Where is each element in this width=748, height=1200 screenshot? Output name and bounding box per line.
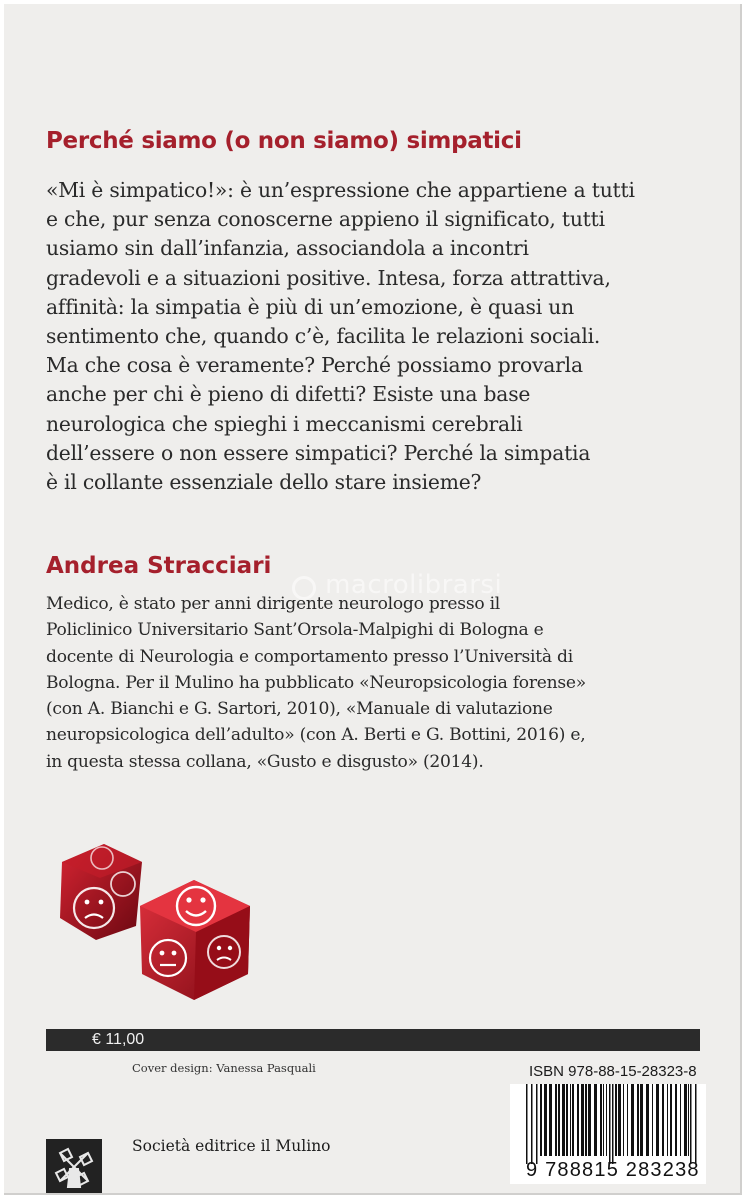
description-line: «Mi è simpatico!»: è un’espressione che appartiene a tutti — [46, 178, 635, 202]
barcode-bar — [667, 1084, 668, 1156]
barcode-bar — [695, 1084, 697, 1164]
barcode-bar — [640, 1084, 643, 1156]
barcode-bar — [549, 1084, 552, 1156]
barcode-bar — [656, 1084, 659, 1156]
barcode-bar — [684, 1084, 687, 1156]
barcode-bar — [688, 1084, 689, 1156]
author-name: Andrea Stracciari — [46, 553, 272, 579]
barcode-number: 9 788815 283238 — [526, 1159, 700, 1181]
description-line: neurologica che spieghi i meccanismi cerebrali — [46, 411, 523, 436]
barcode-bar — [646, 1084, 649, 1156]
barcode-bar — [555, 1084, 557, 1156]
barcode-bar — [623, 1084, 624, 1156]
barcode-bar — [637, 1084, 639, 1156]
description-line: affinità: la simpatia è più di un’emozione, è quasi un — [46, 294, 575, 319]
bio-line: docente di Neurologia e comportamento presso l’Università di — [46, 646, 573, 667]
bio-line: Policlinico Universitario Sant’Orsola-Malpighi di Bologna e — [46, 620, 544, 641]
barcode-bar — [544, 1084, 547, 1156]
barcode-bar — [577, 1084, 579, 1156]
barcode-bar — [566, 1084, 568, 1156]
barcode-bar — [612, 1084, 614, 1164]
barcode-bar — [581, 1084, 584, 1156]
back-die — [60, 844, 142, 940]
barcode-bar — [675, 1084, 677, 1156]
barcode-bar — [558, 1084, 560, 1156]
bio-line: (con A. Bianchi e G. Sartori, 2010), «Manuale di valutazione — [46, 699, 553, 720]
barcode-bar — [606, 1084, 607, 1156]
description-line: usiamo sin dall’infanzia, associandola a incontri — [46, 236, 529, 261]
price: € 11,00 — [92, 1031, 145, 1048]
barcode-bar — [670, 1084, 672, 1156]
barcode-bar — [570, 1084, 571, 1156]
publisher-name: Società editrice il Mulino — [132, 1137, 331, 1155]
description-line: e che, pur senza conoscerne appieno il significato, tutti — [46, 207, 605, 232]
barcode-bar — [540, 1084, 542, 1156]
book-title: Perché siamo (o non siamo) simpatici — [46, 128, 522, 154]
isbn: ISBN 978-88-15-28323-8 — [529, 1063, 697, 1080]
barcode-bar — [618, 1084, 621, 1156]
cover-design-credit: Cover design: Vanessa Pasquali — [132, 1061, 316, 1075]
barcode-bar — [531, 1084, 533, 1164]
barcode-bar — [526, 1084, 528, 1164]
barcode-bar — [690, 1084, 692, 1164]
description-line: sentimento che, quando c’è, facilita le relazioni sociali. — [46, 324, 601, 349]
description-line: è il collante essenziale dello stare insieme? — [46, 470, 482, 495]
bio-line: in questa stessa collana, «Gusto e disgusto» (2014). — [46, 751, 484, 772]
barcode-bar — [615, 1084, 617, 1156]
barcode-bar — [627, 1084, 628, 1156]
barcode-bar — [585, 1084, 587, 1156]
barcode-bar — [662, 1084, 664, 1156]
barcode-bar — [609, 1084, 611, 1164]
barcode-bar — [603, 1084, 604, 1156]
book-description — [46, 176, 726, 497]
barcode-bar — [536, 1084, 538, 1164]
barcode-bar — [594, 1084, 597, 1156]
barcode-bar — [600, 1084, 602, 1156]
description-line: gradevoli e a situazioni positive. Intesa, forza attrattiva, — [46, 265, 611, 290]
barcode-bar — [680, 1084, 681, 1156]
author-bio — [46, 591, 736, 775]
bio-line: neuropsicologica dell’adulto» (con A. Berti e G. Bottini, 2016) e, — [46, 725, 586, 746]
description-line: dell’essere o non essere simpatici? Perché la simpatia — [46, 440, 591, 465]
windmill-logo-icon — [46, 1139, 102, 1195]
bio-line: Medico, è stato per anni dirigente neurologo presso il — [46, 594, 500, 614]
barcode-bar — [652, 1084, 653, 1156]
smiley-dice-image — [44, 822, 264, 1002]
barcode-bar — [588, 1084, 591, 1156]
back-cover — [4, 4, 742, 1195]
barcode-bar — [572, 1084, 574, 1156]
bio-line: Bologna. Per il Mulino ha pubblicato «Neuropsicologia forense» — [46, 672, 586, 693]
description-line: anche per chi è pieno di difetti? Esiste una base — [46, 382, 531, 407]
watermark-text: macrolibrarsi — [325, 570, 503, 600]
front-die — [140, 880, 250, 1000]
barcode-bar — [562, 1084, 565, 1156]
barcode-bar — [631, 1084, 634, 1156]
description-line: Ma che cosa è veramente? Perché possiamo provarla — [46, 353, 583, 378]
